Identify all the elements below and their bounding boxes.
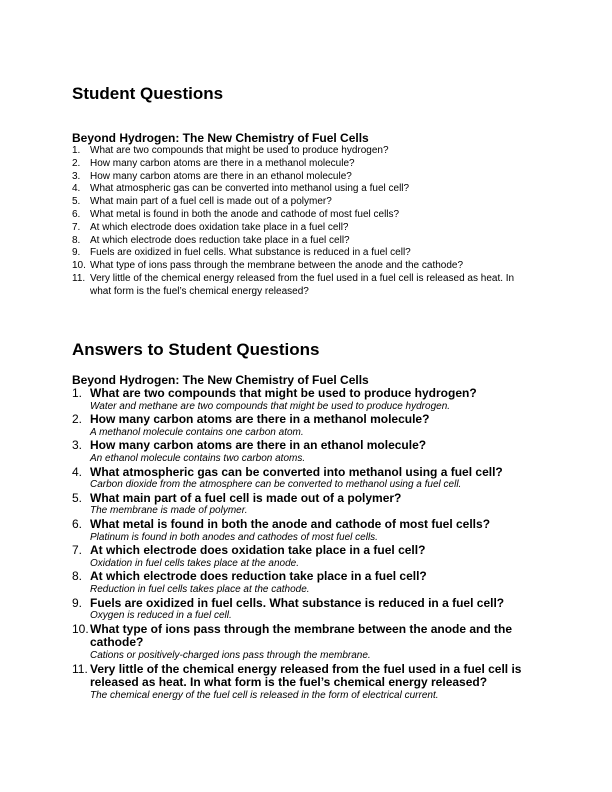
answer-question-text: How many carbon atoms are there in an ethanol molecule? <box>90 438 427 453</box>
answer-question-text: What are two compounds that might be used to produce hydrogen? <box>90 386 477 400</box>
question-item <box>72 235 532 248</box>
question-item <box>72 158 532 171</box>
answer-question-text: What main part of a fuel cell is made out of a polymer? <box>90 490 402 505</box>
question-text: What atmospheric gas can be converted into methanol using a fuel cell? <box>90 183 410 195</box>
question-item <box>72 183 532 196</box>
question-number: 6. <box>72 208 81 220</box>
answer-text: Oxidation in fuel cells takes place at the anode. <box>90 557 300 569</box>
answer-text: Oxygen is reduced in a fuel cell. <box>90 610 232 622</box>
answer-item <box>72 387 532 413</box>
answer-text: Platinum is found in both anodes and cathodes of most fuel cells. <box>90 531 378 543</box>
question-number: 3. <box>72 170 81 182</box>
answer-question-text: At which electrode does oxidation take place in a fuel cell? <box>90 543 426 558</box>
answer-number: 7. <box>72 543 83 558</box>
question-number: 5. <box>72 196 81 208</box>
answer-number: 11. <box>72 661 88 676</box>
answer-text: A methanol molecule contains one carbon atom. <box>90 426 304 438</box>
question-number: 4. <box>72 183 81 195</box>
section-heading-answers: Answers to Student Questions <box>72 340 320 359</box>
answer-question-text: At which electrode does reduction take place in a fuel cell? <box>90 569 427 584</box>
question-number: 10. <box>72 260 86 272</box>
answer-number: 9. <box>72 595 83 610</box>
question-text: What main part of a fuel cell is made out of a polymer? <box>90 196 332 208</box>
answer-number: 4. <box>72 464 83 479</box>
answer-number: 5. <box>72 490 83 505</box>
question-item <box>72 260 532 273</box>
article-title-answers: Beyond Hydrogen: The New Chemistry of Fuel Cells <box>72 373 369 387</box>
answer-number: 10. <box>72 621 89 636</box>
answer-item <box>72 623 532 663</box>
question-number: 7. <box>72 221 81 233</box>
section-heading-questions: Student Questions <box>72 84 224 103</box>
question-item <box>72 209 532 222</box>
answer-question-text: What type of ions pass through the membrane between the anode and the cathode? <box>90 621 513 650</box>
answer-text: The membrane is made of polymer. <box>90 505 248 517</box>
question-item <box>72 196 532 209</box>
answer-text: Cations or positively-charged ions pass through the membrane. <box>90 649 371 661</box>
answer-question-text: Fuels are oxidized in fuel cells. What substance is reduced in a fuel cell? <box>90 595 505 610</box>
answer-item <box>72 544 532 570</box>
answer-number: 2. <box>72 412 83 427</box>
question-item <box>72 247 532 260</box>
answer-number: 1. <box>72 386 83 400</box>
article-title-questions: Beyond Hydrogen: The New Chemistry of Fuel Cells <box>72 131 369 145</box>
question-number: 11. <box>72 272 86 284</box>
answer-item <box>72 663 532 703</box>
answer-text: Carbon dioxide from the atmosphere can be converted to methanol using a fuel cell. <box>90 479 462 491</box>
answer-text: The chemical energy of the fuel cell is released in the form of electrical current. <box>90 689 439 701</box>
answer-item <box>72 518 532 544</box>
question-number: 1. <box>72 145 81 156</box>
question-text: At which electrode does oxidation take place in a fuel cell? <box>90 221 349 233</box>
question-item <box>72 222 532 235</box>
question-item <box>72 145 532 158</box>
answer-item <box>72 570 532 596</box>
answer-number: 3. <box>72 438 83 453</box>
answer-text: Reduction in fuel cells takes place at the cathode. <box>90 583 310 595</box>
answer-question-text: What atmospheric gas can be converted into methanol using a fuel cell? <box>90 464 503 479</box>
question-text: At which electrode does reduction take place in a fuel cell? <box>90 234 350 246</box>
question-list <box>72 145 532 299</box>
question-text: How many carbon atoms are there in a methanol molecule? <box>90 157 355 169</box>
question-text: Fuels are oxidized in fuel cells. What substance is reduced in a fuel cell? <box>90 247 411 259</box>
question-text: What type of ions pass through the membrane between the anode and the cathode? <box>90 260 464 272</box>
question-text: What metal is found in both the anode and cathode of most fuel cells? <box>90 208 400 220</box>
answer-item <box>72 413 532 439</box>
answer-question-text: Very little of the chemical energy released from the fuel used in a fuel cell is released as heat. In what form is the fuel’s chemical energy released? <box>90 661 522 690</box>
answer-question-text: How many carbon atoms are there in a methanol molecule? <box>90 412 430 427</box>
question-text: Very little of the chemical energy released from the fuel used in a fuel cell is released as heat. In what form is the fuel’s chemical energy released? <box>90 272 515 297</box>
answer-number: 6. <box>72 517 83 532</box>
question-item <box>72 171 532 184</box>
answer-list <box>72 387 532 702</box>
answer-item <box>72 597 532 623</box>
answer-item <box>72 439 532 465</box>
question-number: 2. <box>72 157 81 169</box>
question-text: What are two compounds that might be used to produce hydrogen? <box>90 145 389 156</box>
question-number: 8. <box>72 234 81 246</box>
answer-text: An ethanol molecule contains two carbon atoms. <box>90 452 306 464</box>
question-text: How many carbon atoms are there in an ethanol molecule? <box>90 170 352 182</box>
answer-item <box>72 492 532 518</box>
answer-text: Water and methane are two compounds that might be used to produce hydrogen. <box>90 400 451 412</box>
question-number: 9. <box>72 247 81 259</box>
answer-item <box>72 466 532 492</box>
answer-number: 8. <box>72 569 83 584</box>
answer-question-text: What metal is found in both the anode and cathode of most fuel cells? <box>90 517 491 532</box>
question-item <box>72 273 532 299</box>
